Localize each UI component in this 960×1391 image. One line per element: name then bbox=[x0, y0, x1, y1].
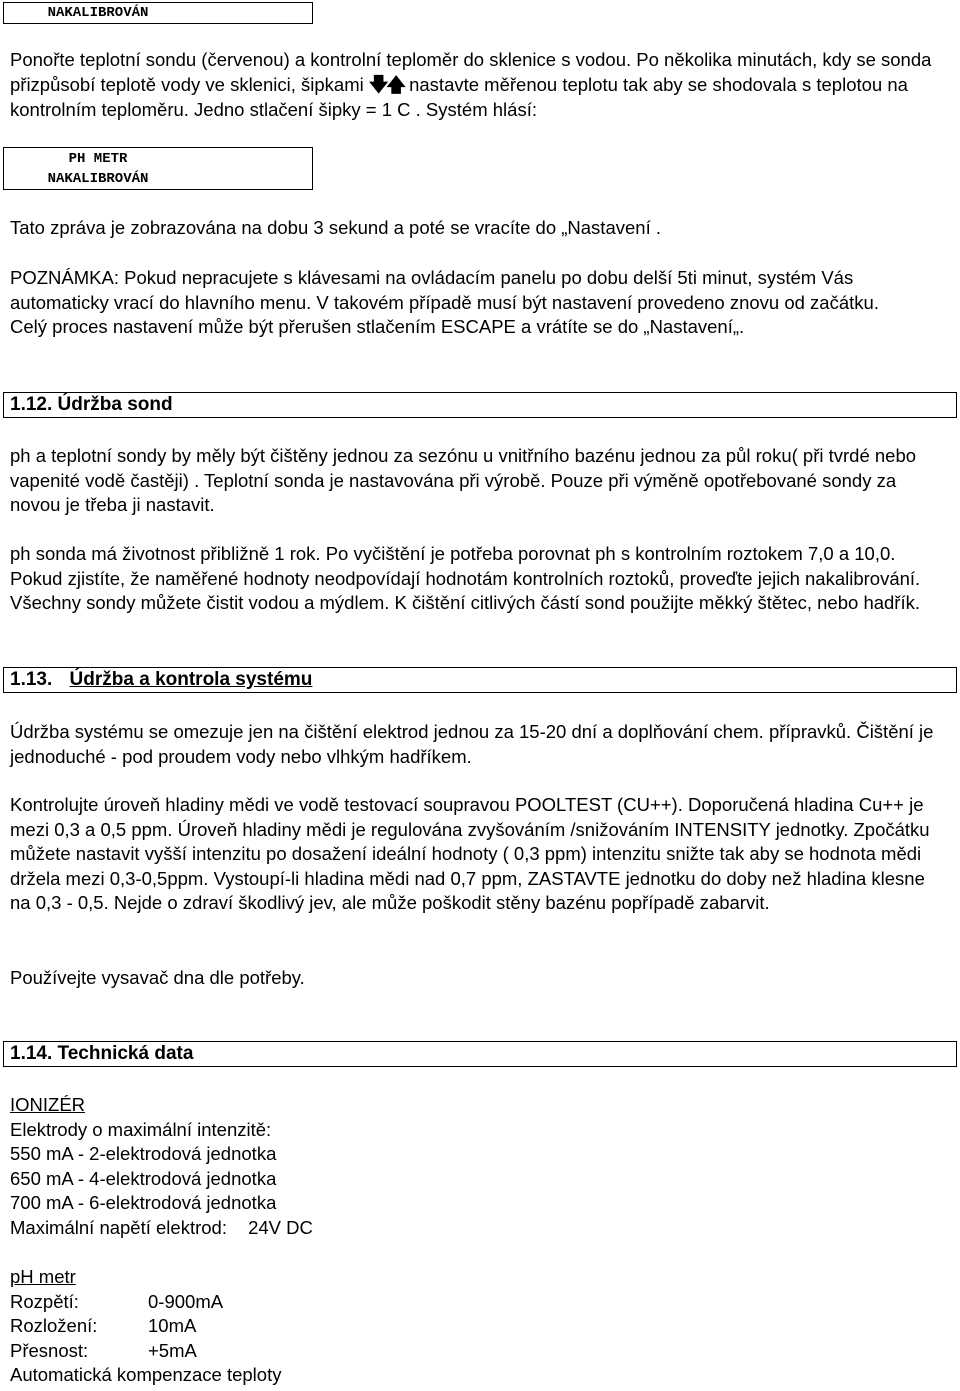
lcd-line-2: NAKALIBROVÁN bbox=[47, 171, 149, 187]
lcd-line-1: PH METR bbox=[68, 151, 128, 167]
spec-value: 24V DC bbox=[248, 1216, 313, 1238]
spec-row bbox=[10, 1290, 950, 1315]
intro-text-1: Ponořte teplotní sondu (červenou) a kontrolní teploměr do sklenice s vodou. Po několika minutách, kdy se sonda přizpůsobí teplotě vody ve sklenici, šipkami bbox=[10, 49, 932, 95]
spec-label: Rozložení: bbox=[10, 1315, 98, 1337]
note-escape-text: Celý proces nastavení může být přerušen stlačením ESCAPE a vrátíte se do „Nastavení„. bbox=[10, 316, 745, 338]
arrow-up-icon: 🡅 bbox=[386, 74, 404, 96]
ionizer-line: Elektrody o maximální intenzitě: bbox=[10, 1118, 272, 1140]
lcd-line: NAKALIBROVÁN bbox=[47, 5, 149, 21]
section-heading-1-12: 1.12. Údržba sond bbox=[3, 392, 957, 418]
note-paragraph bbox=[10, 266, 950, 340]
heading-number: 1.13. bbox=[10, 669, 53, 690]
ph-meter-last: Automatická kompenzace teploty bbox=[10, 1364, 282, 1386]
ph-meter-block bbox=[10, 1265, 950, 1388]
ionizer-block bbox=[10, 1093, 950, 1241]
section-heading-1-14: 1.14. Technická data bbox=[3, 1041, 957, 1067]
ph-meter-title: pH metr bbox=[10, 1266, 76, 1287]
section-1-13-paragraph-2: Kontrolujte úroveň hladiny mědi ve vodě testovací soupravou POOLTEST (CU++). Doporučená hladina Cu++ je mezi 0,3 a 0,5 ppm. Úroveň hladiny mědi je regulována zvyšováním /snižováním INTENSITY jednotky. Zpočátku můžete nastavit vyšší intenzitu po dosažení ideální hodnoty ( 0,3 ppm) intenzitu snižte tak aby se hodnota mědi držela mezi 0,3-0,5ppm. Vystoupí-li hladina mědi nad 0,7 ppm, ZASTAVTE jednotku do doby než hladina klesne na 0,3 - 0,5. Nejde o zdraví škodlivý jev, ale může poškodit stěny bazénu popřípadě zabarvit. bbox=[10, 794, 930, 914]
note-text: POZNÁMKA: Pokud nepracujete s klávesami na ovládacím panelu po dobu delší 5ti minut, systém Vás automaticky vrací do hlavního menu. V takovém případě musí být nastavení provedeno znovu od začátku. bbox=[10, 267, 879, 313]
ionizer-line: 550 mA - 2-elektrodová jednotka bbox=[10, 1143, 277, 1165]
section-1-13-paragraph-1: Údržba systému se omezuje jen na čištění elektrod jednou za 15-20 dní a doplňování chem. přípravků. Čištění je jednoduché - pod proudem vody nebo vlhkým hadříkem. bbox=[10, 721, 934, 767]
lcd-display-top bbox=[3, 2, 313, 24]
spec-value: 0-900mA bbox=[148, 1290, 224, 1312]
spec-label: Maximální napětí elektrod: bbox=[10, 1216, 227, 1238]
spec-label: Rozpětí: bbox=[10, 1290, 79, 1312]
section-1-12-paragraph-2: ph sonda má životnost přibližně 1 rok. Po vyčištění je potřeba porovnat ph s kontrolním roztokem 7,0 a 10,0. Pokud zjistíte, že naměřené hodnoty neodpovídají hodnotám kontrolních roztoků, proveďte jejich nakalibrování. Všechny sondy můžete čistit vodou a mýdlem. K čištění citlivých částí sond použijte měkký štětec, nebo hadřík. bbox=[10, 543, 921, 614]
ionizer-voltage bbox=[10, 1216, 950, 1241]
spec-value: 10mA bbox=[148, 1315, 197, 1337]
spec-row bbox=[10, 1339, 950, 1364]
ionizer-line: 650 mA - 4-elektrodová jednotka bbox=[10, 1167, 277, 1189]
section-1-12-paragraph-1: ph a teplotní sondy by měly být čištěny jednou za sezónu u vnitřního bazénu jednou za půl roku( při tvrdé nebo vapenité vodě častěji) . Teplotní sonda je nastavována při výrobě. Pouze při výměně opotřebované sondy za novou je třeba ji nastavit. bbox=[10, 445, 917, 516]
spec-label: Přesnost: bbox=[10, 1339, 89, 1361]
section-heading-1-13 bbox=[3, 667, 957, 693]
lcd-display-calibrated bbox=[3, 147, 313, 190]
heading-text: Údržba a kontrola systému bbox=[69, 669, 313, 690]
spec-value: +5mA bbox=[148, 1339, 197, 1361]
ionizer-title: IONIZÉR bbox=[10, 1094, 86, 1115]
arrow-down-icon: 🡇 bbox=[368, 74, 387, 96]
ionizer-line: 700 mA - 6-elektrodová jednotka bbox=[10, 1192, 277, 1214]
intro-text-2: nastavte měřenou teplotu tak aby se shodovala s teplotou na kontrolním teploměru. Jedno stlačení šipky = 1 C . Systém hlásí: bbox=[10, 73, 908, 121]
lcd-message-note: Tato zpráva je zobrazována na dobu 3 sekund a poté se vracíte do „Nastavení . bbox=[10, 217, 661, 238]
section-1-13-paragraph-3: Používejte vysavač dna dle potřeby. bbox=[10, 967, 305, 988]
intro-paragraph bbox=[10, 48, 950, 123]
spec-row bbox=[10, 1314, 950, 1339]
